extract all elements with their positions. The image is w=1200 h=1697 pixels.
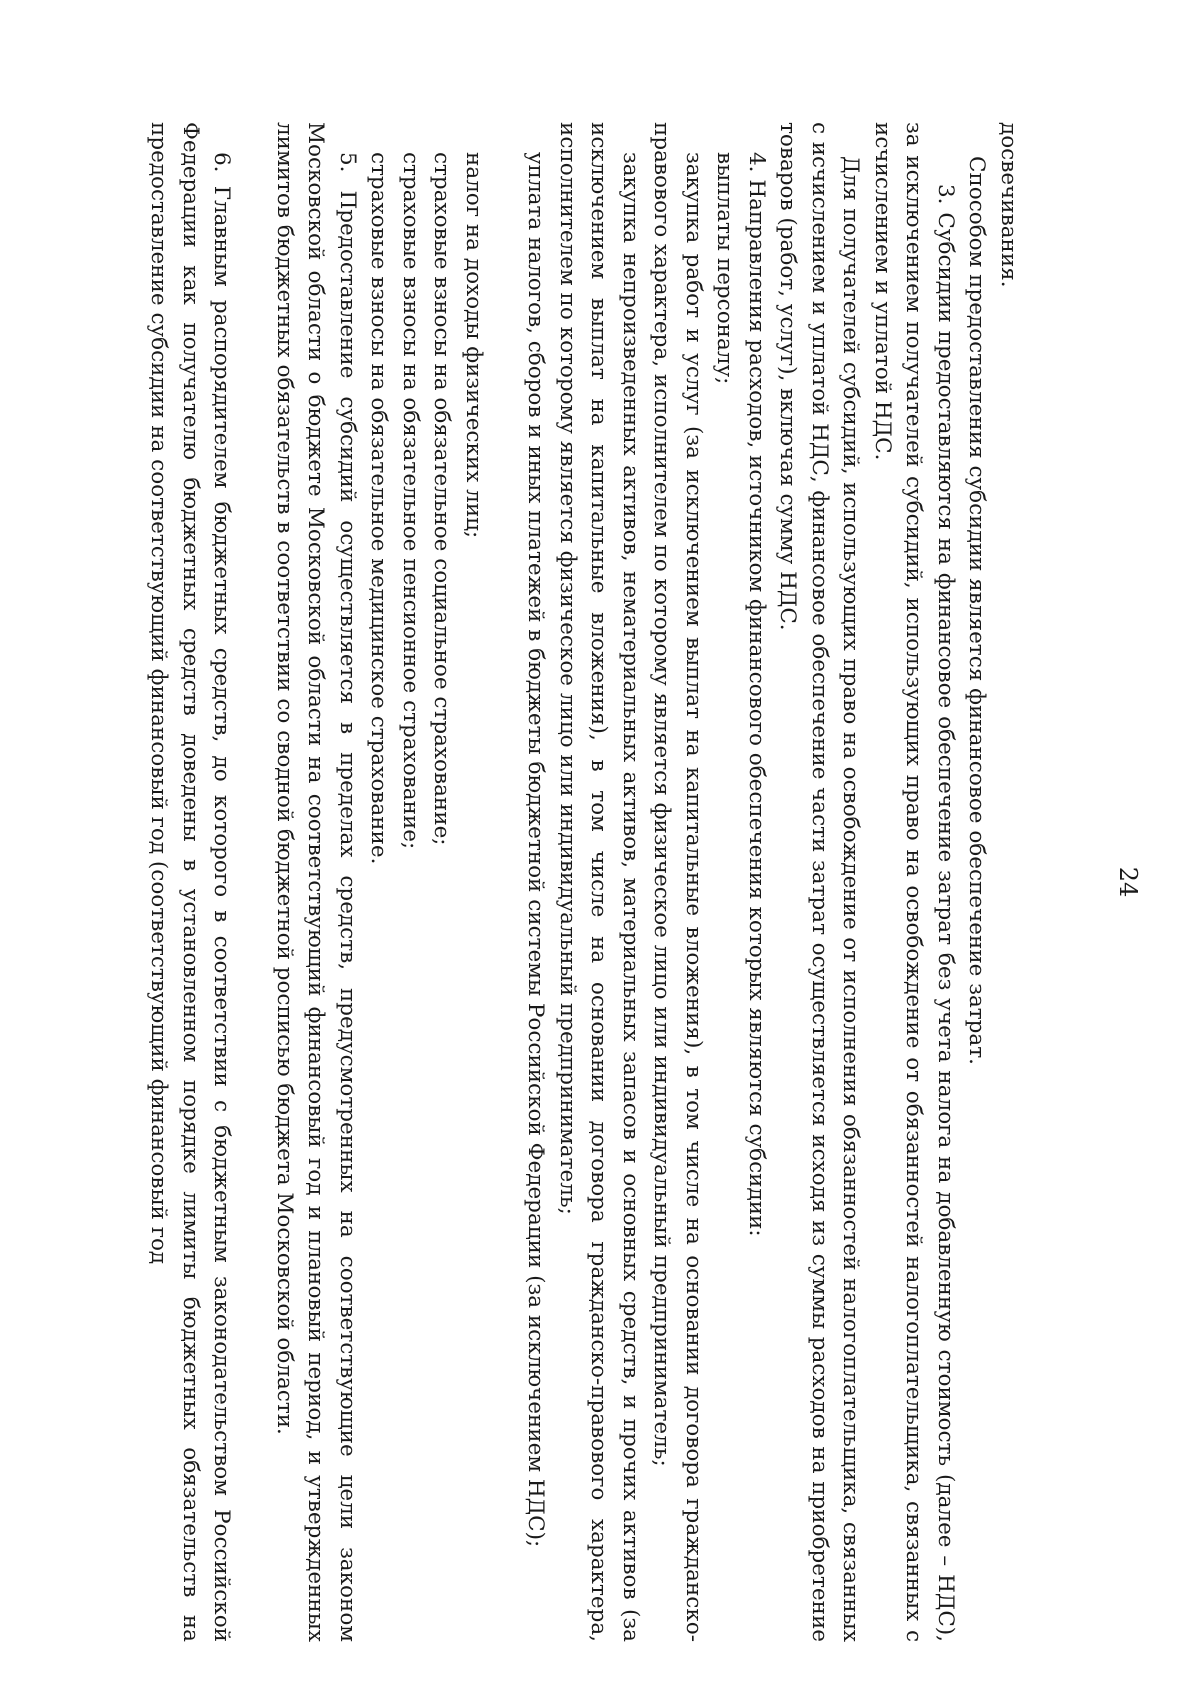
paragraph: уплата налогов, сборов и иных платежей в бюджеты бюджетной системы Российской Федерации (за исключением НДС); xyxy=(523,152,549,1548)
paragraph: закупка работ и услуг (за исключением выплат на капитальные вложения), в том числе на основании договора гражданско-правового характера, исполнителем по которому является физическое лицо или индивидуальный предприниматель; xyxy=(649,122,706,1642)
paragraph: 3. Субсидии предоставляются на финансовое обеспечение затрат без учета налога на добавленную стоимость (далее – НДС), за исключением получателей субсидий, использующих право на освобождение от обязанностей налогоплательщика, связанных с исчислением и уплатой НДС. xyxy=(870,122,958,1642)
paragraph-spacer xyxy=(238,122,269,1642)
page-number: 24 xyxy=(1114,866,1142,898)
paragraph: 6. Главным распорядителем бюджетных средств, до которого в соответствии с бюджетным законодательством Российской Федерации как получателю бюджетных средств доведены в установленном порядке лимиты бюджетных обязательств на предоставление субсидии на соответствующий финансовый год (соответствующий финансовый год xyxy=(146,122,235,1642)
paragraph: закупка непроизведенных активов, нематериальных активов, материальных запасов и основных средств, и прочих активов (за исключением выплат на капитальные вложения), в том числе на основании договора гражданско-правового характера, исполнителем по которому является физическое лицо или индивидуальный предприниматель; xyxy=(555,122,643,1642)
paragraph: досвечивания. xyxy=(996,122,1021,288)
paragraph-spacer xyxy=(489,122,520,1642)
paragraph: выплаты персоналу; xyxy=(712,152,738,385)
paragraph: Способом предоставления субсидии является финансовое обеспечение затрат. xyxy=(964,156,990,1065)
paragraph: 5. Предоставление субсидий осуществляется в пределах средств, предусмотренных на соответствующие цели законом Московской области о бюджете Московской области на соответствующий финансовый год и плановый период, и утвержденных лимитов бюджетных обязательств в соответствии со сводной бюджетной росписью бюджета Московской области. xyxy=(272,122,360,1642)
paragraph: налог на доходы физических лиц; xyxy=(461,152,486,539)
paragraph: страховые взносы на обязательное социальное страхование; xyxy=(429,152,455,846)
document-body xyxy=(143,122,1024,1642)
paragraph: страховые взносы на обязательное медицинское страхование. xyxy=(366,152,392,865)
paragraph: 4. Направления расходов, источником финансового обеспечения которых являются субсидии: xyxy=(744,152,769,1237)
paragraph: Для получателей субсидий, использующих право на освобождение от исполнения обязанностей налогоплательщика, связанных с исчислением и уплатой НДС, финансовое обеспечение части затрат осуществляется исходя из суммы расходов на приобретение товаров (работ, услуг), включая сумму НДС. xyxy=(775,122,864,1642)
rotated-text-block xyxy=(142,122,1142,1642)
paragraph: страховые взносы на обязательное пенсионное страхование; xyxy=(398,152,423,850)
